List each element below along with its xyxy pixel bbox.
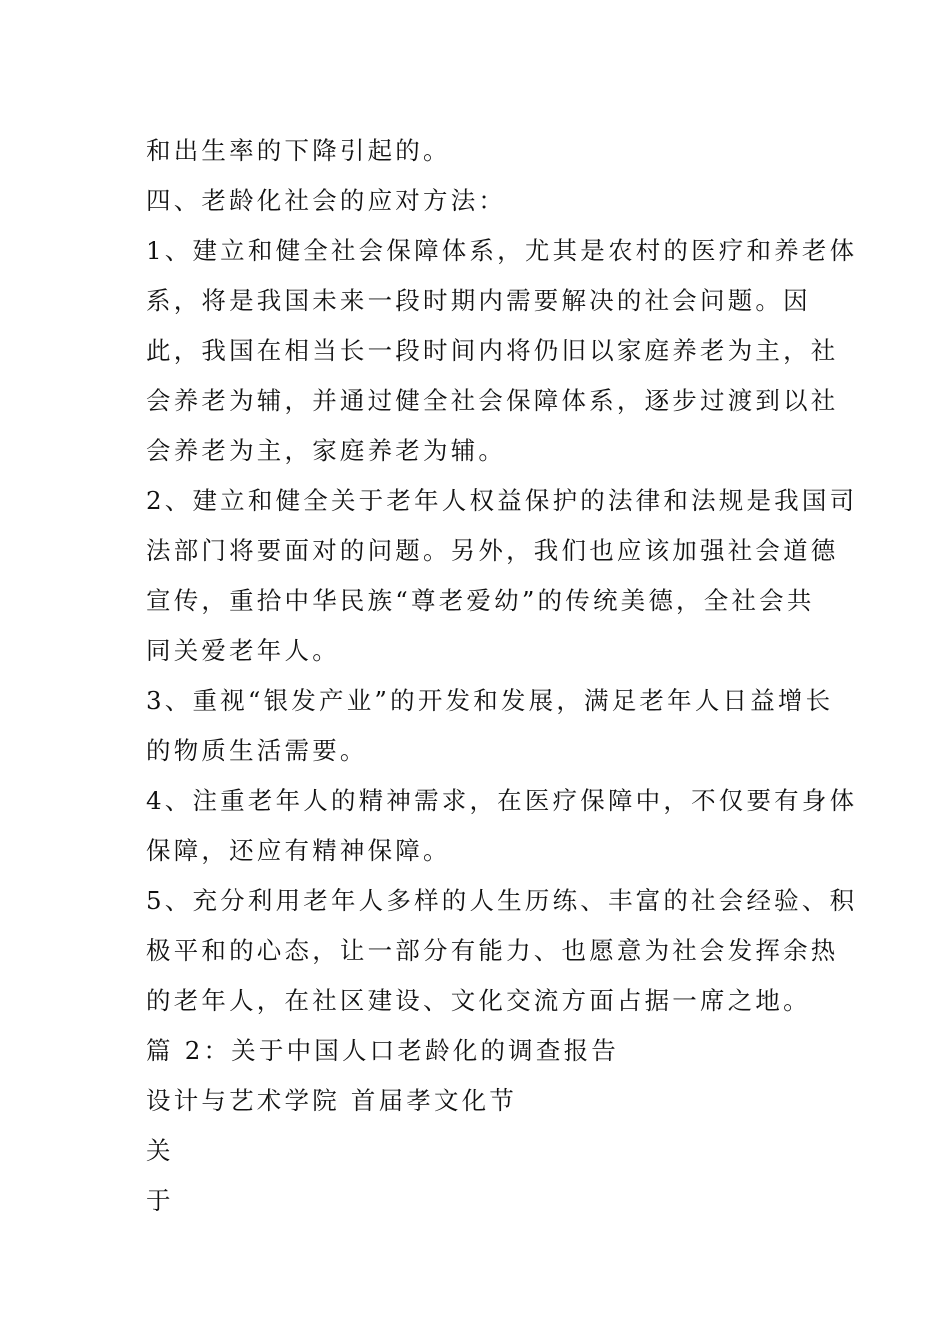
text-line: 的物质生活需要。 <box>146 736 368 765</box>
text-line: 同关爱老年人。 <box>146 636 340 665</box>
text-line: 宣传，重拾中华民族“尊老爱幼”的传统美德，全社会共 <box>146 586 815 615</box>
text-line: 此，我国在相当长一段时间内将仍旧以家庭养老为主，社 <box>146 336 839 365</box>
text-line: 关 <box>146 1136 174 1165</box>
text-line: 保障，还应有精神保障。 <box>146 836 451 865</box>
text-line: 法部门将要面对的问题。另外，我们也应该加强社会道德 <box>146 536 839 565</box>
text-line: 于 <box>146 1186 174 1215</box>
text-line: 的老年人，在社区建设、文化交流方面占据一席之地。 <box>146 986 811 1015</box>
text-line: 2、建立和健全关于老年人权益保护的法律和法规是我国司 <box>146 486 858 515</box>
section-heading: 四、老龄化社会的应对方法： <box>146 186 507 215</box>
text-line: 系，将是我国未来一段时期内需要解决的社会问题。因 <box>146 286 811 315</box>
text-line: 极平和的心态，让一部分有能力、也愿意为社会发挥余热 <box>146 936 839 965</box>
text-line: 会养老为主，家庭养老为辅。 <box>146 436 507 465</box>
text-line: 3、重视“银发产业”的开发和发展，满足老年人日益增长 <box>146 686 834 715</box>
text-line: 设计与艺术学院 首届孝文化节 <box>146 1086 518 1115</box>
text-line: 5、充分利用老年人多样的人生历练、丰富的社会经验、积 <box>146 886 858 915</box>
section-heading: 篇 2：关于中国人口老龄化的调查报告 <box>146 1036 619 1065</box>
text-line: 会养老为辅，并通过健全社会保障体系，逐步过渡到以社 <box>146 386 839 415</box>
text-line: 和出生率的下降引起的。 <box>146 136 451 165</box>
text-line: 4、注重老年人的精神需求，在医疗保障中，不仅要有身体 <box>146 786 858 815</box>
text-line: 1、建立和健全社会保障体系，尤其是农村的医疗和养老体 <box>146 236 858 265</box>
